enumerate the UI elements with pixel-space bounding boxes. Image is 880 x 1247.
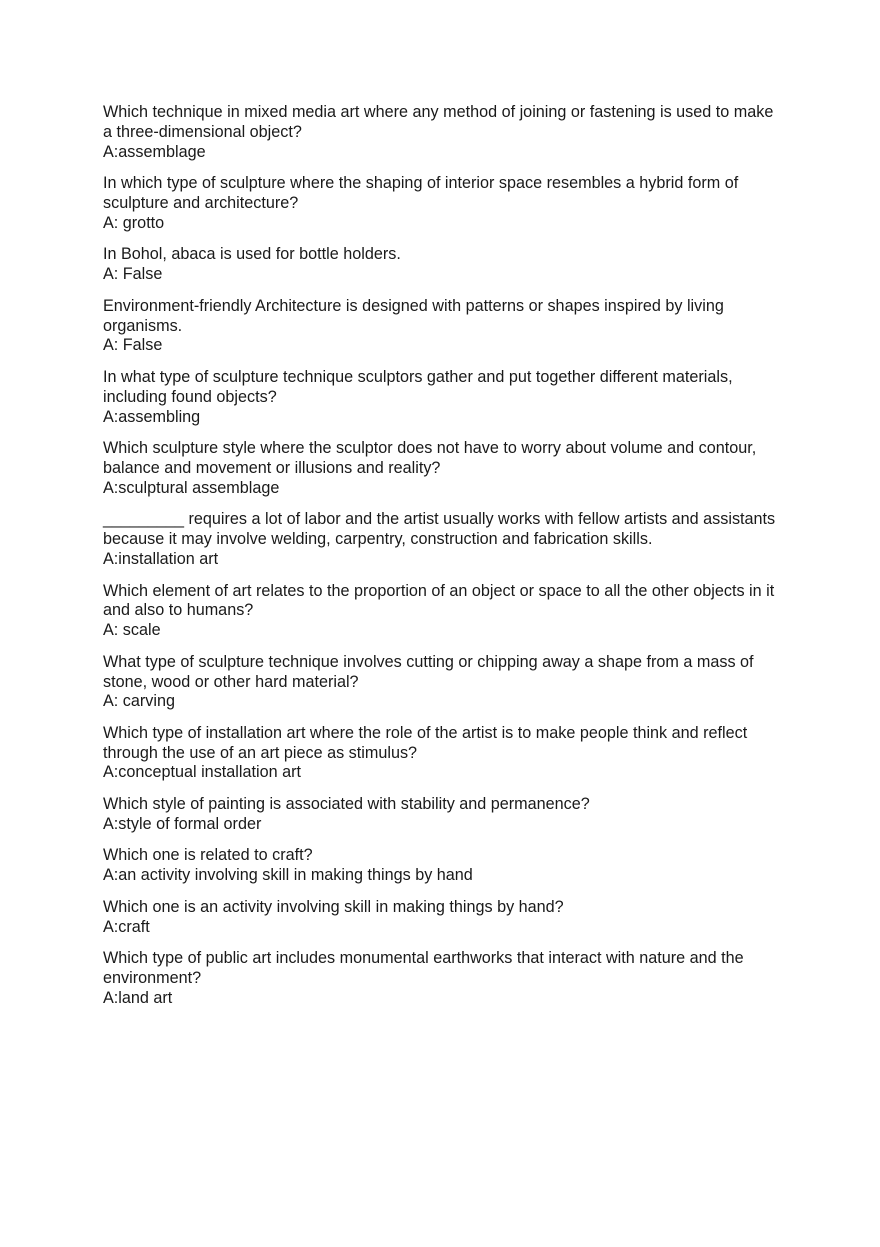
answer-text: A:assembling <box>103 407 201 426</box>
question-text: Environment-friendly Architecture is designed with patterns or shapes inspired by living organisms. <box>103 296 724 335</box>
qa-item <box>103 724 780 783</box>
qa-item <box>103 653 780 712</box>
qa-item <box>103 582 780 641</box>
question-text: Which one is related to craft? <box>103 846 313 865</box>
answer-text: A:assemblage <box>103 142 206 161</box>
question-text: In which type of sculpture where the shaping of interior space resembles a hybrid form of sculpture and architecture? <box>103 174 739 212</box>
qa-item <box>103 510 780 569</box>
qa-item <box>103 368 780 427</box>
question-text: Which type of public art includes monumental earthworks that interact with nature and the environment? <box>103 949 744 988</box>
answer-text: A: grotto <box>103 213 165 232</box>
qa-item <box>103 949 780 1008</box>
question-text: In Bohol, abaca is used for bottle holders. <box>103 245 401 264</box>
answer-text: A: carving <box>103 692 175 711</box>
question-text: Which technique in mixed media art where any method of joining or fastening is used to make a three-dimensional object? <box>103 103 774 141</box>
answer-text: A:craft <box>103 917 150 936</box>
question-text: What type of sculpture technique involves cutting or chipping away a shape from a mass of stone, wood or other hard material? <box>103 652 754 691</box>
answer-text: A: False <box>103 336 163 355</box>
qa-item <box>103 245 780 285</box>
qa-item <box>103 439 780 498</box>
qa-item <box>103 846 780 886</box>
question-text: Which element of art relates to the proportion of an object or space to all the other objects in it and also to humans? <box>103 581 775 620</box>
answer-text: A:sculptural assemblage <box>103 478 280 497</box>
answer-text: A: False <box>103 265 163 284</box>
question-text: Which sculpture style where the sculptor does not have to worry about volume and contour, balance and movement or illusions and reality? <box>103 439 757 477</box>
question-text: In what type of sculpture technique sculptors gather and put together different materials, including found objects? <box>103 367 733 406</box>
qa-item <box>103 898 780 938</box>
qa-item <box>103 297 780 356</box>
qa-item <box>103 795 780 835</box>
answer-text: A: scale <box>103 621 161 640</box>
question-text: Which one is an activity involving skill in making things by hand? <box>103 897 564 916</box>
answer-text: A:an activity involving skill in making things by hand <box>103 866 473 885</box>
qa-item <box>103 174 780 233</box>
question-text: Which style of painting is associated with stability and permanence? <box>103 795 590 814</box>
qa-item <box>103 103 780 162</box>
question-text: _________ requires a lot of labor and the artist usually works with fellow artists and assistants because it may involve welding, carpentry, construction and fabrication skills. <box>103 510 776 549</box>
answer-text: A:land art <box>103 988 173 1007</box>
question-text: Which type of installation art where the role of the artist is to make people think and reflect through the use of an art piece as stimulus? <box>103 723 748 762</box>
answer-text: A:style of formal order <box>103 814 262 833</box>
answer-text: A:installation art <box>103 549 219 568</box>
answer-text: A:conceptual installation art <box>103 763 301 782</box>
